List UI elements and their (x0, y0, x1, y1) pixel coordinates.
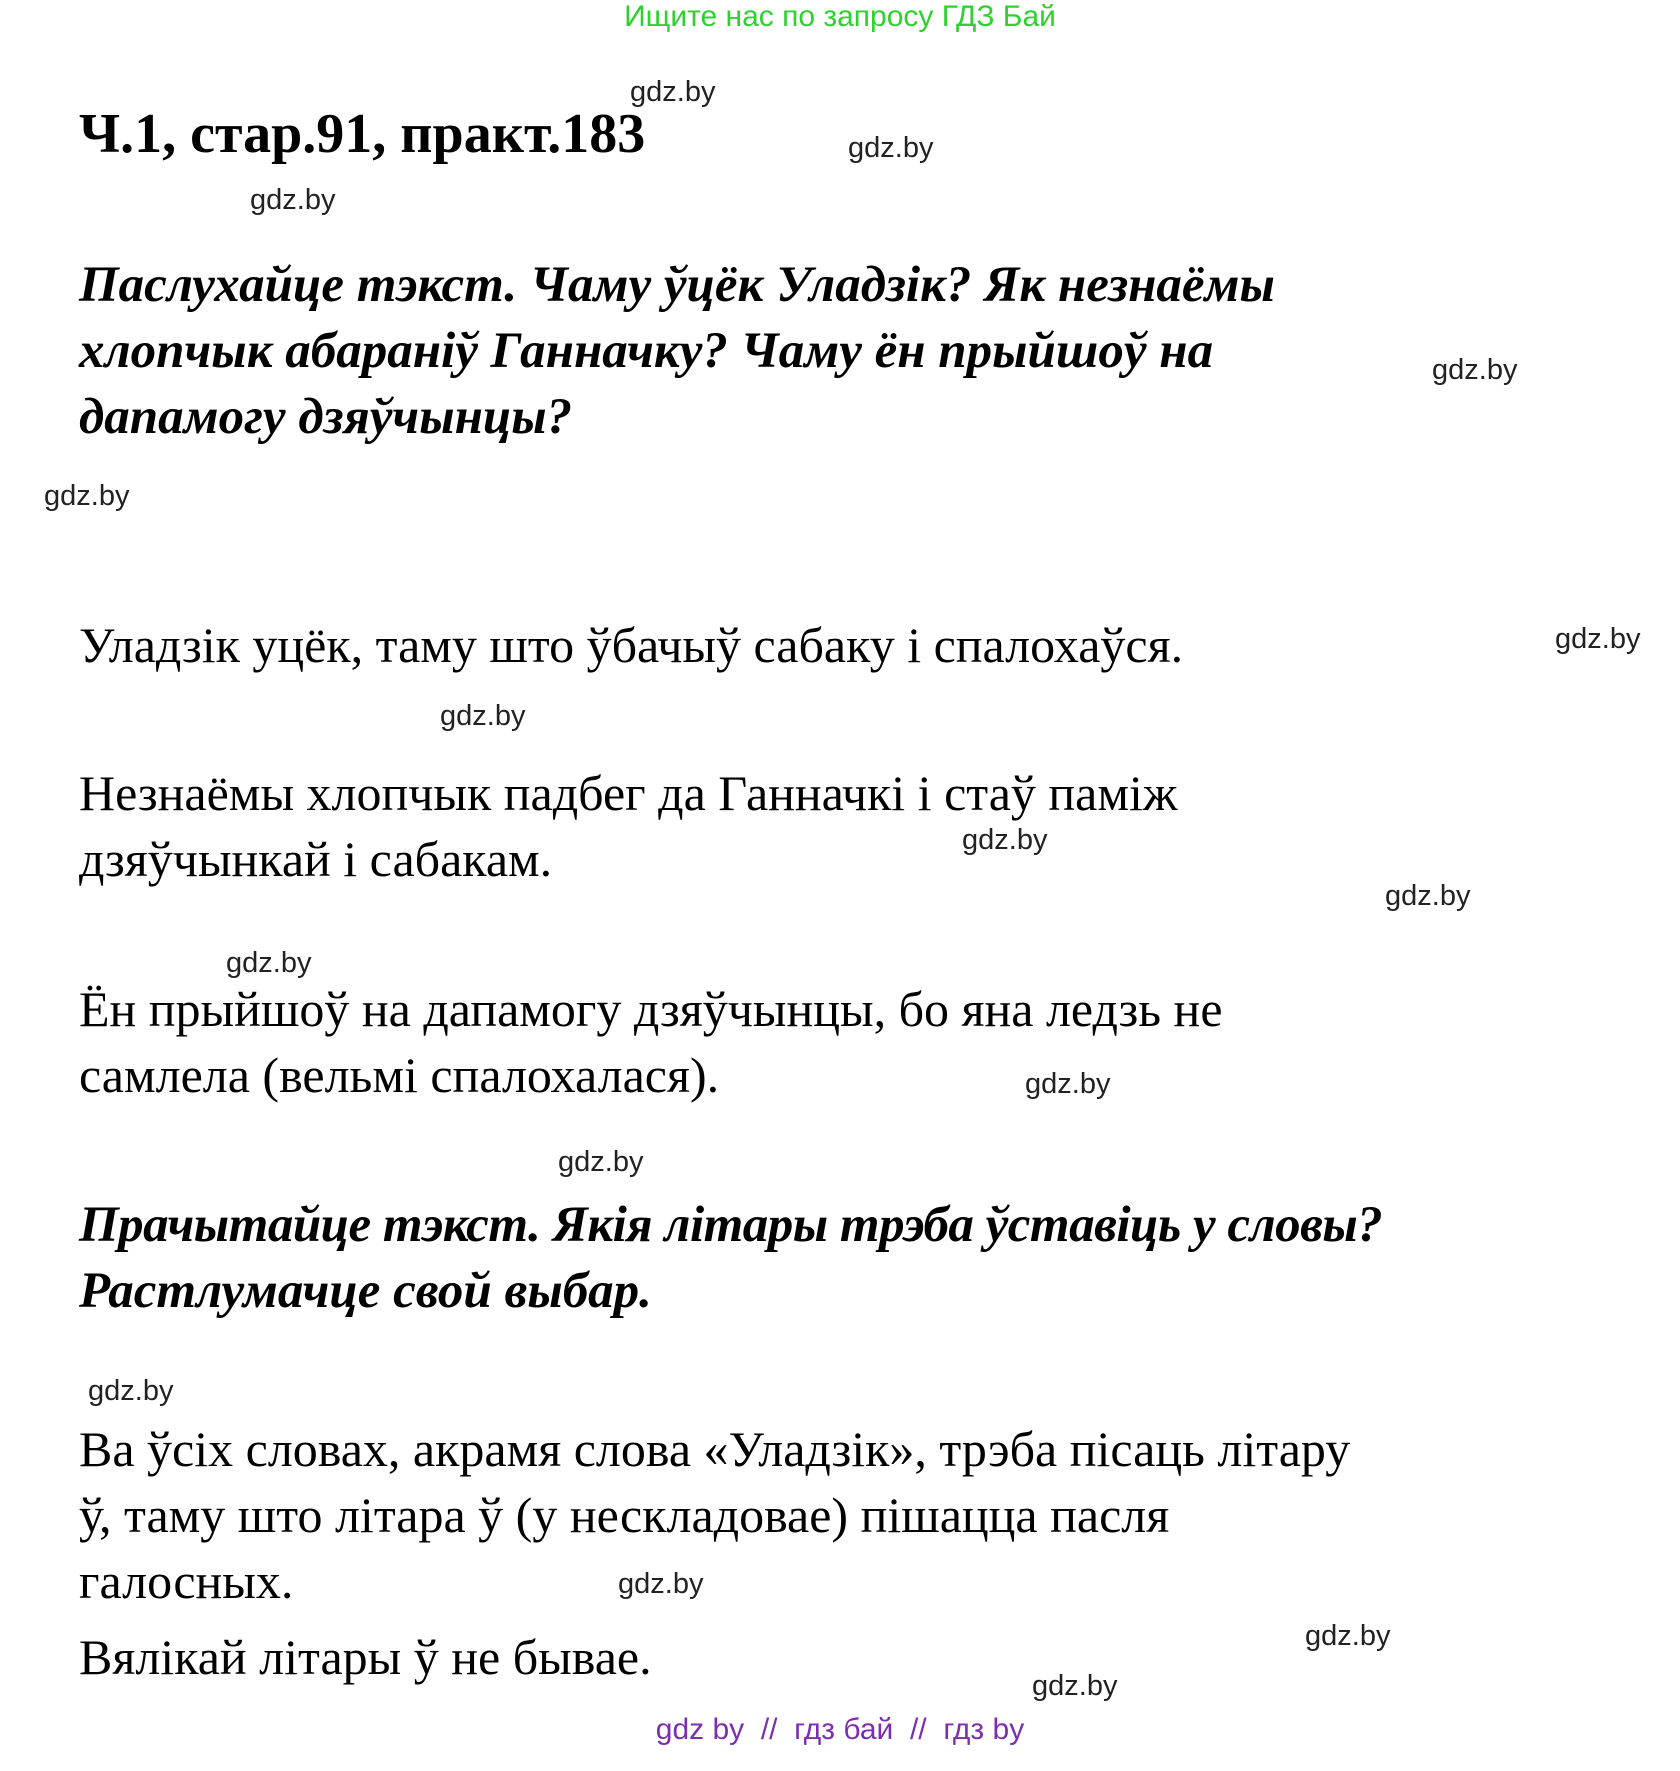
watermark: gdz.by (848, 132, 934, 164)
question-line: дапамогу дзяўчынцы? (79, 389, 573, 445)
top-banner: Ищите нас по запросу ГДЗ Бай (624, 0, 1056, 33)
watermark: gdz.by (630, 76, 716, 108)
question-line: Прачытайце тэкст. Якія літары трэба ўставіць у словы? (79, 1197, 1383, 1253)
watermark: gdz.by (1432, 354, 1518, 386)
page-title: Ч.1, стар.91, практ.183 (79, 103, 646, 165)
watermark: gdz.by (1305, 1620, 1391, 1652)
watermark: gdz.by (440, 700, 526, 732)
question-line: Растлумачце свой выбар. (79, 1263, 652, 1319)
watermark: gdz.by (1555, 623, 1641, 655)
watermark: gdz.by (1385, 880, 1471, 912)
answer-line: галосных. (79, 1553, 294, 1609)
answer-line: Ён прыйшоў на дапамогу дзяўчынцы, бо яна ледзь не (79, 981, 1223, 1037)
question-line: хлопчык абараніў Ганначку? Чаму ён прыйшоў на (79, 323, 1214, 379)
watermark: gdz.by (226, 947, 312, 979)
answer-line: Незнаёмы хлопчык падбег да Ганначкі і стаў паміж (79, 765, 1178, 821)
footer-watermark: gdz by // гдз бай // гдз by (655, 1713, 1025, 1746)
watermark: gdz.by (558, 1146, 644, 1178)
answer-line: Вялікай літары ў не бывае. (79, 1629, 652, 1685)
watermark: gdz.by (250, 184, 336, 216)
answer-line: дзяўчынкай і сабакам. (79, 831, 553, 887)
watermark: gdz.by (618, 1568, 704, 1600)
watermark: gdz.by (1032, 1670, 1118, 1702)
watermark: gdz.by (1025, 1068, 1111, 1100)
answer-line: Ва ўсіх словах, акрамя слова «Уладзік», трэба пісаць літару (79, 1421, 1351, 1477)
question-line: Паслухайце тэкст. Чаму ўцёк Уладзік? Як незнаёмы (79, 257, 1275, 313)
answer-line: Уладзік уцёк, таму што ўбачыў сабаку і спалохаўся. (79, 617, 1184, 673)
watermark: gdz.by (88, 1375, 174, 1407)
answer-line: ў, таму што літара ў (у нескладовае) пішацца пасля (79, 1487, 1170, 1543)
watermark: gdz.by (962, 824, 1048, 856)
answer-line: самлела (вельмі спалохалася). (79, 1047, 720, 1103)
watermark: gdz.by (44, 480, 130, 512)
